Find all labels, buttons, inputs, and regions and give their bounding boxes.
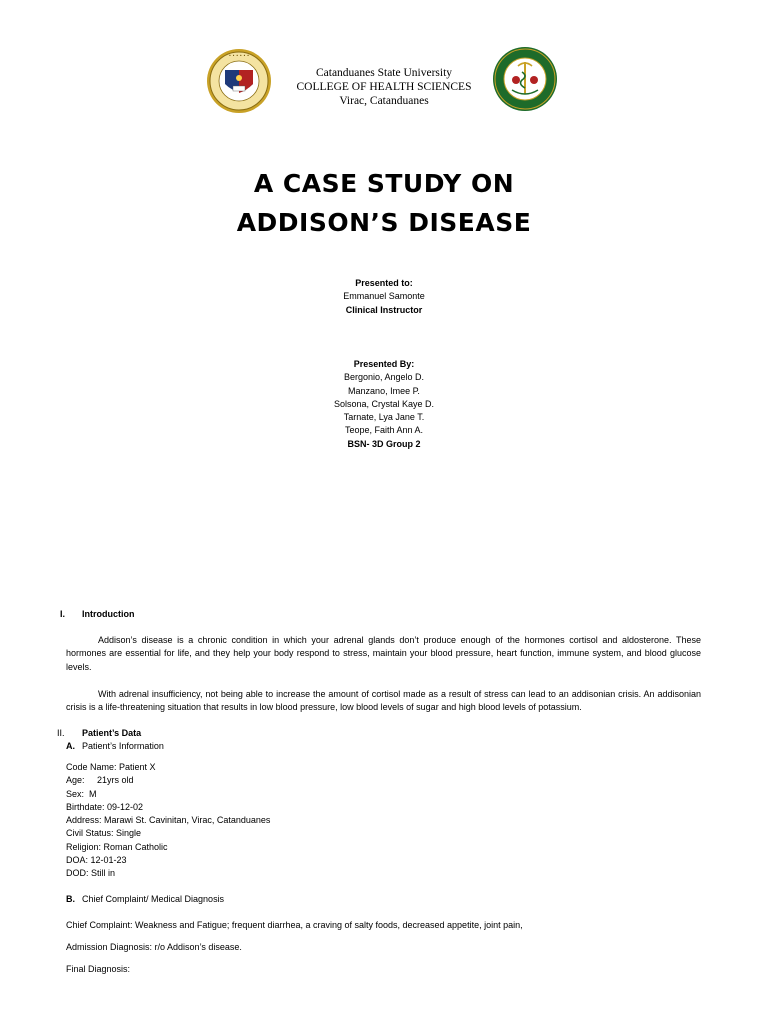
presented-to-block (0, 277, 768, 317)
document-header (0, 44, 768, 124)
member-name: Bergonio, Angelo D. (343, 372, 425, 383)
intro-paragraph-2: With adrenal insufficiency, not being able to increase the amount of cortisol made as a result of stress can lead to an addisonian crisis. An addisonian crisis is a life-threatening situation that results in low blood pressure, low blood levels of sugar and high blood levels of potassium. (66, 689, 701, 713)
svg-text:• • • • • •: • • • • • • (228, 53, 250, 58)
subsection-title-patient-info: Patient’s Information (82, 741, 164, 751)
instructor-role: Clinical Instructor (345, 304, 423, 315)
patient-civil-status: Civil Status: Single (66, 828, 142, 839)
intro-paragraph-1: Addison’s disease is a chronic condition in which your adrenal glands don’t produce enough of the hormones cortisol and aldosterone. These hormones are essential for life, and they help your body respond to stress, maintain your blood pressure, heart function, immune system, and blood glucose levels. (66, 635, 701, 672)
patient-code-name: Code Name: Patient X (66, 762, 156, 772)
section-number-patient: II. (57, 728, 65, 738)
patient-address: Address: Marawi St. Cavinitan, Virac, Catanduanes (66, 815, 271, 826)
patient-religion: Religion: Roman Catholic (66, 841, 168, 852)
patient-sex: Sex: M (66, 788, 97, 799)
admission-diagnosis-text: Admission Diagnosis: r/o Addison’s disease. (66, 942, 242, 952)
chief-complaint-text: Chief Complaint: Weakness and Fatigue; frequent diarrhea, a craving of salty foods, decreased appetite, joint pain, (66, 920, 523, 930)
college-seal-logo (492, 46, 558, 112)
patient-info-list (66, 761, 270, 881)
presented-to-label: Presented to: (355, 278, 413, 288)
title-line-2: ADDISON’S DISEASE (236, 208, 532, 237)
member-name: Manzano, Imee P. (348, 385, 420, 396)
member-name: Tarnate, Lya Jane T. (343, 412, 425, 423)
instructor-name: Emmanuel Samonte (343, 291, 425, 302)
final-diagnosis-text: Final Diagnosis: (66, 964, 131, 974)
group-name: BSN- 3D Group 2 (347, 438, 421, 449)
university-location: Virac, Catanduanes (339, 95, 429, 107)
university-info (0, 66, 768, 108)
document-title (0, 164, 768, 242)
subsection-letter-b: B. (66, 894, 75, 904)
patient-doa: DOA: 12-01-23 (66, 855, 127, 866)
college-name: COLLEGE OF HEALTH SCIENCES (296, 81, 472, 93)
section-heading-introduction: Introduction (82, 609, 135, 619)
section-number-intro: I. (60, 609, 66, 619)
section-heading-patient-data: Patient’s Data (82, 728, 142, 738)
presented-by-block (0, 358, 768, 451)
member-name: Solsona, Crystal Kaye D. (333, 398, 435, 409)
patient-age: Age: 21yrs old (66, 775, 134, 786)
patient-birthdate: Birthdate: 09-12-02 (66, 801, 144, 812)
presented-by-label: Presented By: (353, 359, 415, 369)
title-line-1: A CASE STUDY ON (253, 169, 515, 198)
member-name: Teope, Faith Ann A. (344, 425, 424, 436)
subsection-letter-a: A. (66, 741, 75, 751)
subsection-title-chief-complaint: Chief Complaint/ Medical Diagnosis (82, 894, 225, 904)
patient-dod: DOD: Still in (66, 868, 116, 879)
university-name: Catanduanes State University (315, 67, 453, 79)
